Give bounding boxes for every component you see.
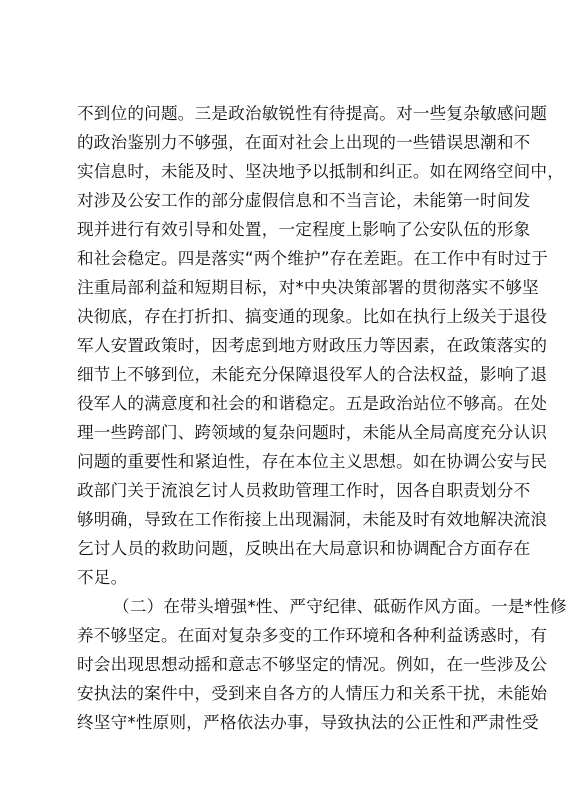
text-line: 时会出现思想动摇和意志不够坚定的情况。例如，在一些涉及公 [77,655,548,674]
text-line: 对涉及公安工作的部分虚假信息和不当言论，未能第一时间发 [77,191,531,210]
text-line: 乞讨人员的救助问题，反映出在大局意识和协调配合方面存在 [77,539,531,558]
text-line: 注重局部利益和短期目标，对*中央决策部署的贯彻落实不够坚 [77,278,539,297]
text-line: 的政治鉴别力不够强，在面对社会上出现的一些错误思潮和不 [77,133,531,152]
text-line: 不到位的问题。三是政治敏锐性有待提高。对一些复杂敏感问题 [77,104,548,123]
text-line: 安执法的案件中，受到来自各方的人情压力和关系干扰，未能始 [77,684,548,703]
text-line: 军人安置政策时，因考虑到地方财政压力等因素，在政策落实的 [77,336,548,355]
text-line: 实信息时，未能及时、坚决地予以抵制和纠正。如在网络空间中， [77,162,565,181]
text-line: 养不够坚定。在面对复杂多变的工作环境和各种利益诱惑时，有 [77,626,548,645]
text-line: 现并进行有效引导和处置，一定程度上影响了公安队伍的形象 [77,220,531,239]
text-line: 不足。 [77,568,128,587]
text-line: 和社会稳定。四是落实“两个维护”存在差距。在工作中有时过于 [77,249,549,268]
text-line: 决彻底，存在打折扣、搞变通的现象。比如在执行上级关于退役 [77,307,548,326]
text-line: 理一些跨部门、跨领域的复杂问题时，未能从全局高度充分认识 [77,423,548,442]
text-line: 问题的重要性和紧迫性，存在本位主义思想。如在协调公安与民 [77,452,548,471]
text-line: 役军人的满意度和社会的和谐稳定。五是政治站位不够高。在处 [77,394,548,413]
text-line: 细节上不够到位，未能充分保障退役军人的合法权益，影响了退 [77,365,548,384]
text-line: 政部门关于流浪乞讨人员救助管理工作时，因各自职责划分不 [77,481,531,500]
section-heading-line: （二）在带头增强*性、严守纪律、砥砺作风方面。一是*性修 [113,597,567,616]
text-line: 终坚守*性原则，严格依法办事，导致执法的公正性和严肃性受 [77,713,539,732]
text-line: 够明确，导致在工作衔接上出现漏洞，未能及时有效地解决流浪 [77,510,548,529]
